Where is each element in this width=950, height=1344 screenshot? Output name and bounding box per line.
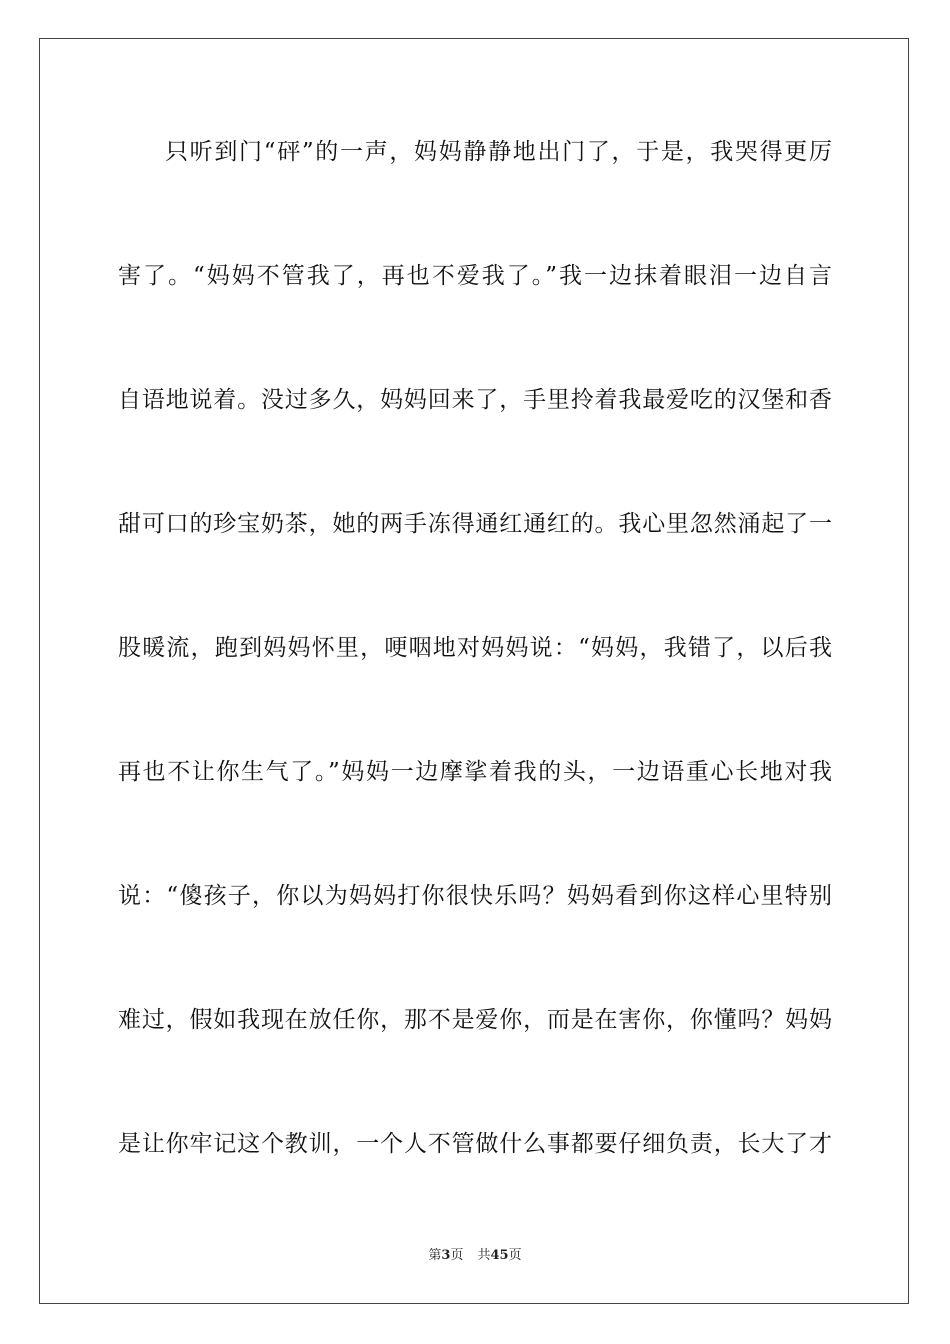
text-line: 股暖流，跑到妈妈怀里，哽咽地对妈妈说：“妈妈，我错了，以后我 <box>118 635 832 661</box>
text-line: 说：“傻孩子，你以为妈妈打你很快乐吗？妈妈看到你这样心里特别 <box>118 883 832 909</box>
total-pages: 45 <box>490 1248 509 1263</box>
page-prefix: 第 <box>428 1248 442 1263</box>
total-suffix: 页 <box>508 1248 522 1263</box>
text-line: 是让你牢记这个教训，一个人不管做什么事都要仔细负责，长大了才 <box>118 1131 832 1157</box>
text-line: 害了。“妈妈不管我了，再也不爱我了。”我一边抹着眼泪一边自言 <box>118 263 832 289</box>
page-border <box>39 38 909 1304</box>
text-line: 只听到门“砰”的一声，妈妈静静地出门了，于是，我哭得更厉 <box>165 139 832 165</box>
page-number: 3 <box>441 1248 451 1263</box>
page-footer <box>0 1247 950 1265</box>
page-suffix: 页 <box>450 1248 464 1263</box>
text-line: 难过，假如我现在放任你，那不是爱你，而是在害你，你懂吗？妈妈 <box>118 1007 832 1033</box>
total-prefix: 共 <box>477 1248 491 1263</box>
text-line: 再也不让你生气了。”妈妈一边摩挲着我的头，一边语重心长地对我 <box>118 759 832 785</box>
text-line: 自语地说着。没过多久，妈妈回来了，手里拎着我最爱吃的汉堡和香 <box>118 387 832 413</box>
text-line: 甜可口的珍宝奶茶，她的两手冻得通红通红的。我心里忽然涌起了一 <box>118 511 832 537</box>
